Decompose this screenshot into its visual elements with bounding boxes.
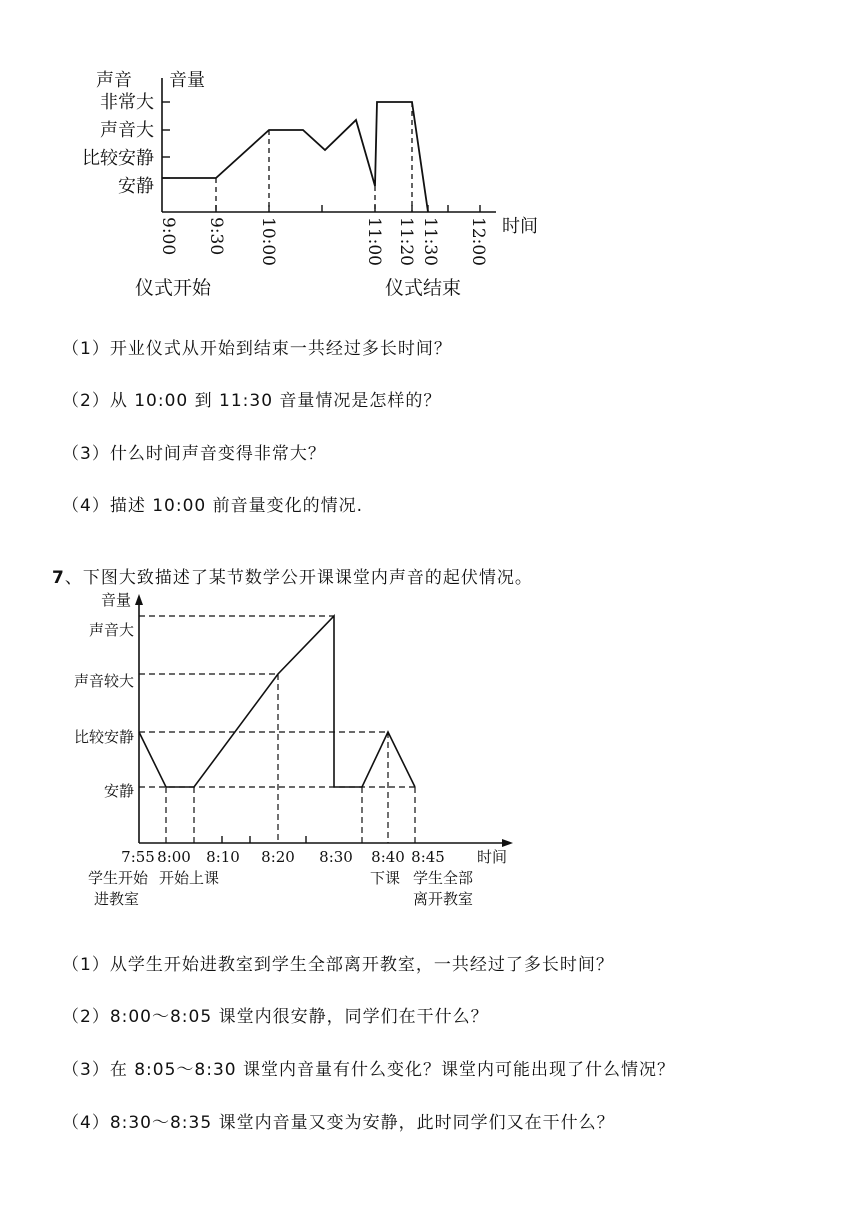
chart1-x-tick-label: 11:00 — [364, 217, 384, 266]
chart2-x-tick-label: 8:10 — [206, 848, 240, 866]
chart2-annotation-students-enter-2: 进教室 — [94, 890, 140, 908]
chart-2-classroom-volume — [0, 585, 860, 915]
chart2-y-title: 音量 — [101, 591, 132, 609]
chart1-x-tick-label: 9:30 — [206, 217, 226, 256]
chart1-annotation-start: 仪式开始 — [135, 277, 212, 299]
chart1-volume-line — [162, 102, 428, 212]
problem-number: 7 — [52, 568, 65, 588]
chart2-annotation-students-enter-1: 学生开始 — [88, 869, 149, 887]
chart2-x-title: 时间 — [477, 848, 508, 866]
chart1-y-label-quiet: 安静 — [118, 176, 154, 197]
question-1-1: （1）开业仪式从开始到结束一共经过多长时间？ — [62, 339, 452, 359]
chart2-y-arrow — [135, 594, 143, 605]
chart1-y-label-fairly-quiet: 比较安静 — [82, 148, 154, 169]
question-1-2: （2）从 10:00 到 11:30 音量情况是怎样的？ — [62, 391, 442, 411]
chart2-annotation-students-leave-1: 学生全部 — [413, 869, 474, 887]
question-7-3: （3）在 8:05～8:30 课堂内音量有什么变化？课堂内可能出现了什么情况？ — [62, 1060, 675, 1080]
chart1-annotation-end: 仪式结束 — [385, 277, 462, 299]
chart2-x-tick-label: 8:00 — [157, 848, 191, 866]
question-1-4: （4）描述 10:00 前音量变化的情况. — [62, 496, 364, 516]
chart2-volume-line — [139, 616, 415, 787]
chart2-y-label-quiet: 安静 — [103, 782, 134, 800]
chart1-x-tick-label: 12:00 — [468, 217, 488, 266]
chart2-x-tick-label: 8:45 — [411, 848, 445, 866]
chart1-y-label-loud: 声音大 — [100, 120, 154, 141]
question-7-2: （2）8:00～8:05 课堂内很安静，同学们在干什么？ — [62, 1007, 489, 1027]
chart2-annotation-class-start: 开始上课 — [159, 869, 220, 887]
chart2-annotation-students-leave-2: 离开教室 — [413, 890, 474, 908]
chart1-x-title: 时间 — [502, 216, 538, 237]
chart2-y-label-fairly-quiet: 比较安静 — [73, 728, 134, 746]
chart1-y-label-very-loud: 非常大 — [100, 92, 154, 113]
chart2-annotation-class-end: 下课 — [370, 869, 401, 887]
problem-text: 、下图大致描述了某节数学公开课课堂内声音的起伏情况。 — [64, 568, 533, 588]
chart2-y-label-fairly-loud: 声音较大 — [73, 672, 134, 690]
question-1-3: （3）什么时间声音变得非常大？ — [62, 444, 326, 464]
chart1-x-tick-label: 10:00 — [258, 217, 278, 266]
chart1-x-tick-label: 9:00 — [158, 217, 178, 256]
chart1-x-tick-label: 11:30 — [420, 217, 440, 266]
chart2-x-arrow — [502, 839, 513, 847]
question-7-4: （4）8:30～8:35 课堂内音量又变为安静，此时同学们又在干什么？ — [62, 1113, 615, 1133]
chart2-x-tick-label: 8:20 — [261, 848, 295, 866]
chart2-x-tick-label: 8:30 — [319, 848, 353, 866]
chart2-x-tick-label: 8:40 — [371, 848, 405, 866]
question-7-1: （1）从学生开始进教室到学生全部离开教室，一共经过了多长时间？ — [62, 955, 614, 975]
chart1-y-title-right: 音量 — [169, 70, 205, 91]
chart2-x-tick-label: 7:55 — [121, 848, 155, 866]
chart1-x-tick-label: 11:20 — [396, 217, 416, 266]
chart2-y-label-loud: 声音大 — [88, 621, 134, 639]
chart-1-ceremony-volume — [0, 0, 860, 310]
chart1-y-title-left: 声音 — [96, 70, 132, 91]
